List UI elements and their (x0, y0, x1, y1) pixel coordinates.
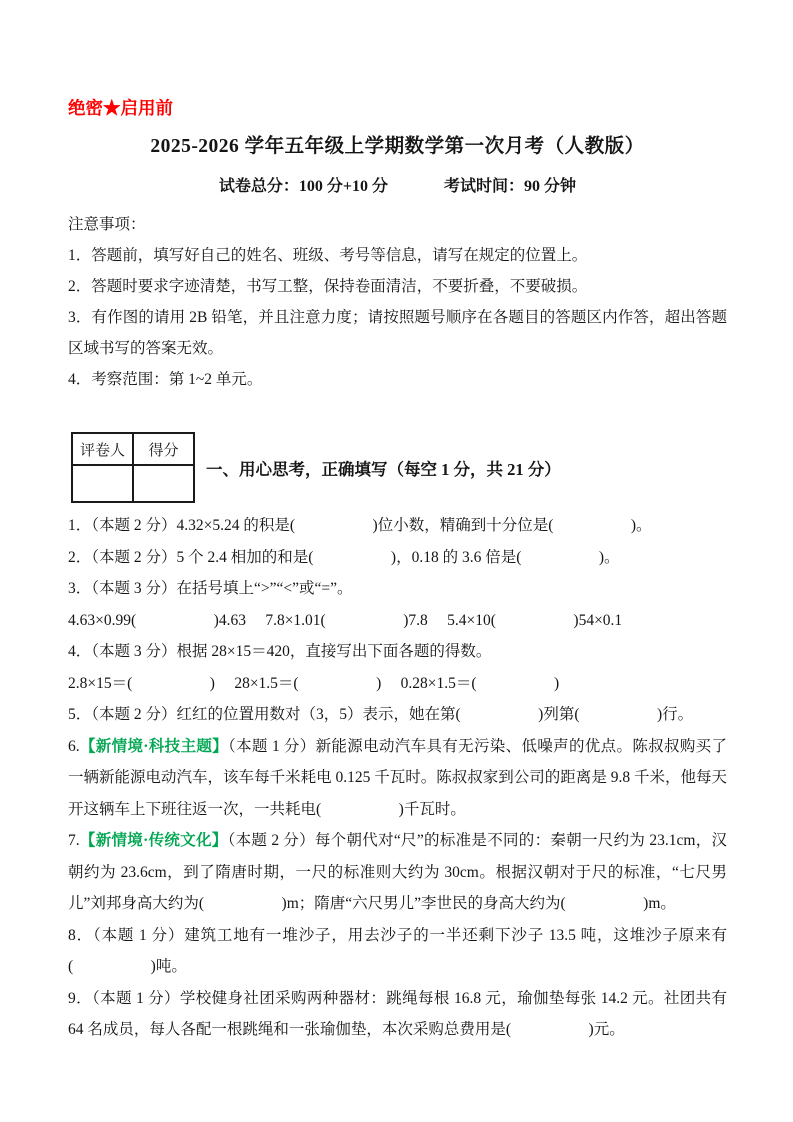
question-4-expressions: 2.8×15＝( ) 28×1.5＝( ) 0.28×1.5＝( ) (68, 674, 560, 692)
notices-block (68, 209, 727, 395)
question-5: 5．（本题 2 分）红红的位置用数对（3，5）表示，她在第( )列第( )行。 (68, 706, 694, 723)
score-table-header-row (72, 433, 194, 465)
question-3: 3．（本题 3 分）在括号填上“>”“<”或“=”。 (68, 580, 353, 597)
question-1: 1．（本题 2 分）4.32×5.24 的积是( )位小数，精确到十分位是( )。 (68, 517, 652, 534)
notices-heading: 注意事项： (68, 216, 146, 233)
question-list (68, 510, 727, 1046)
question-6-text: （本题 1 分）新能源电动汽车具有无污染、低噪声的优点。陈叔叔购买了一辆新能源电动汽车，该车每千米耗电 0.125 千瓦时。陈叔叔家到公司的距离是 9.8 千米，他每天开这辆车上下班往返一次，一共耗电( )千瓦时。 (68, 737, 727, 818)
notice-item-3: 3．有作图的请用 2B 铅笔，并且注意力度；请按照题号顺序在各题目的答题区内作答，超出答题区域书写的答案无效。 (68, 309, 727, 357)
question-7-number: 7. (68, 832, 80, 849)
exam-total-score: 试卷总分：100 分+10 分 (218, 178, 389, 195)
notice-item-2: 2．答题时要求字迹清楚，书写工整，保持卷面清洁，不要折叠，不要破损。 (68, 278, 588, 295)
question-7 (68, 825, 727, 920)
grader-value-cell (72, 465, 133, 502)
notice-item-4: 4．考察范围：第 1~2 单元。 (68, 371, 263, 388)
score-table (71, 432, 195, 503)
question-7-theme-tag: 【新情境·传统文化】 (79, 832, 228, 849)
question-6-number: 6. (68, 737, 80, 755)
classified-banner: 绝密★启用前 (68, 98, 173, 118)
question-3-expressions: 4.63×0.99( )4.63 7.8×1.01( )7.8 5.4×10( )54×0.1 (68, 611, 623, 629)
question-2: 2．（本题 2 分）5 个 2.4 相加的和是( )，0.18 的 3.6 倍是( )。 (68, 548, 620, 566)
score-header-cell: 得分 (133, 433, 194, 465)
score-table-value-row (72, 465, 194, 502)
question-6-theme-tag: 【新情境·科技主题】 (79, 737, 228, 755)
exam-time: 考试时间：90 分钟 (444, 178, 577, 195)
section-1-header-row (68, 432, 727, 503)
question-7-text: （本题 2 分）每个朝代对“尺”的标准是不同的：秦朝一尺约为 23.1cm，汉朝约为 23.6cm，到了隋唐时期，一尺的标准则大约为 30cm。根据汉朝对于尺的标准，“七尺男儿”刘邦身高大约为( )m；隋唐“六尺男儿”李世民的身高大约为( )m。 (68, 832, 727, 912)
notice-item-1: 1．答题前，填写好自己的姓名、班级、考号等信息，请写在规定的位置上。 (68, 247, 588, 264)
question-8: 8．（本题 1 分）建筑工地有一堆沙子，用去沙子的一半还剩下沙子 13.5 吨，这堆沙子原来有( )吨。 (68, 926, 727, 975)
question-4: 4．（本题 3 分）根据 28×15＝420，直接写出下面各题的得数。 (68, 643, 492, 660)
exam-meta-row (68, 176, 727, 198)
section-1-title: 一、用心思考，正确填写（每空 1 分，共 21 分） (206, 459, 561, 479)
exam-title: 2025-2026 学年五年级上学期数学第一次月考（人教版） (150, 136, 645, 157)
question-9: 9．（本题 1 分）学校健身社团采购两种器材：跳绳每根 16.8 元，瑜伽垫每张 14.2 元。社团共有 64 名成员，每人各配一根跳绳和一张瑜伽垫，本次采购总费用是( )元。 (68, 989, 727, 1038)
grader-header-cell: 评卷人 (72, 433, 133, 465)
question-6 (68, 731, 727, 826)
score-value-cell (133, 465, 194, 502)
